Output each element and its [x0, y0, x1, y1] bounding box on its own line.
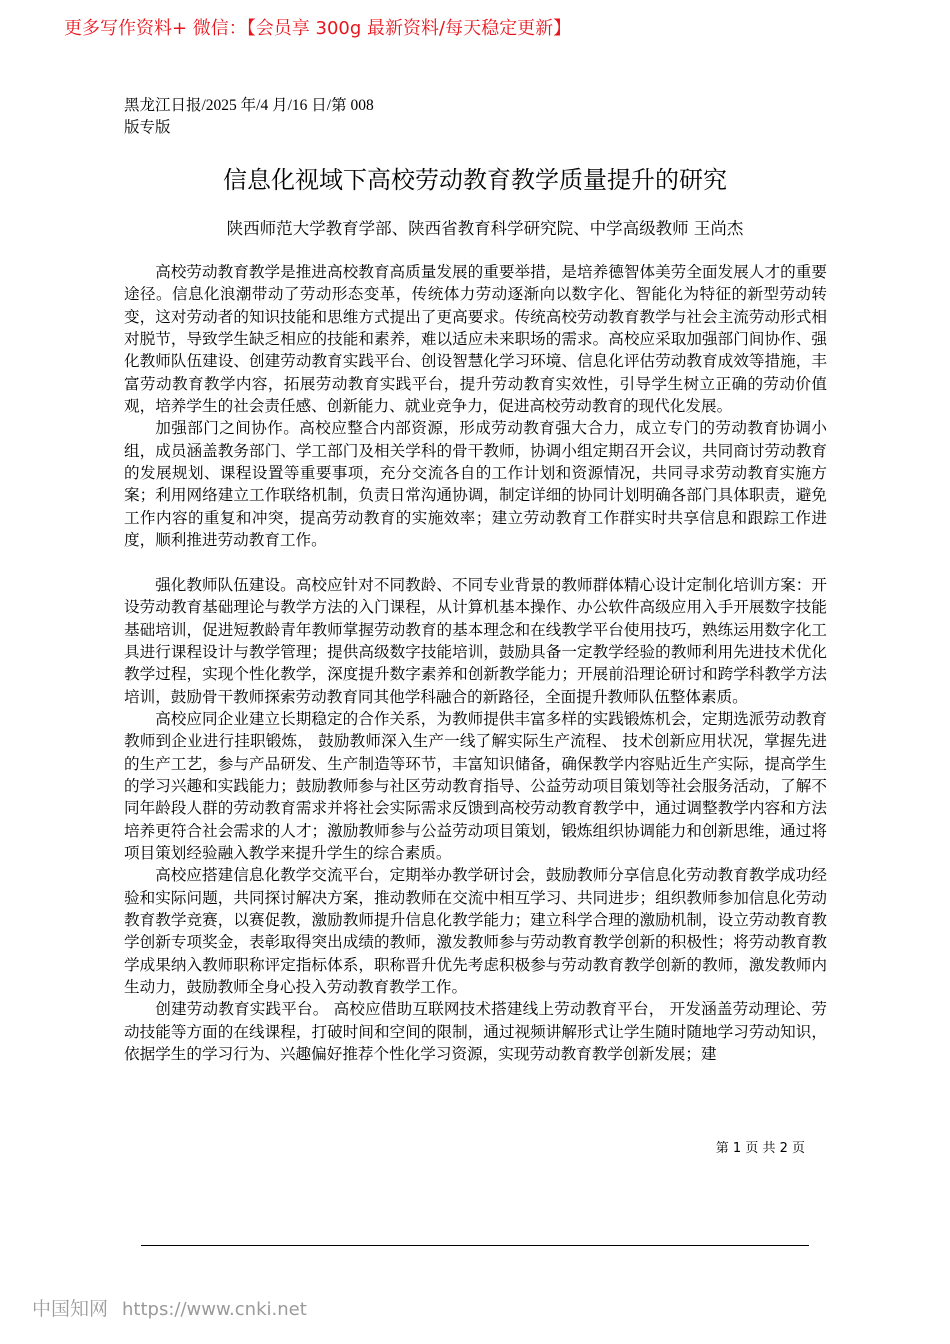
source-line-2: 版专版	[124, 119, 171, 136]
article-title: 信息化视域下高校劳动教育教学质量提升的研究	[223, 166, 727, 194]
paragraph: 加强部门之间协作。高校应整合内部资源，形成劳动教育强大合力，成立专门的劳动教育协调小组，成员涵盖教务部门、学工部门及相关学科的骨干教师，协调小组定期召开会议，共同商讨劳动教育的发展规划、课程设置等重要事项，充分交流各自的工作计划和资源情况，共同寻求劳动教育实施方案；利用网络建立工作联络机制，负责日常沟通协调，制定详细的协同计划明确各部门具体职责，避免工作内容的重复和冲突，提高劳动教育的实施效率；建立劳动教育工作群实时共享信息和跟踪工作进度，顺利推进劳动教育工作。	[124, 419, 827, 550]
promo-banner: 更多写作资料+ 微信：【会员享 300g 最新资料/每天稳定更新】	[64, 18, 572, 39]
watermark-url: https://www.cnki.net	[122, 1299, 307, 1320]
article-body	[124, 261, 827, 1065]
cnki-watermark	[32, 1294, 307, 1321]
paragraph: 高校应同企业建立长期稳定的合作关系，为教师提供丰富多样的实践锻炼机会，定期选派劳动教育教师到企业进行挂职锻炼， 鼓励教师深入生产一线了解实际生产流程、 技术创新应用状况，掌握先进的生产工艺，参与产品研发、生产制造等环节，丰富知识储备，确保教学内容贴近生产实际，提高学生的学习兴趣和实践能力；鼓励教师参与社区劳动教育指导、公益劳动项目策划等社会服务活动，了解不同年龄段人群的劳动教育需求并将社会实际需求反馈到高校劳动教育教学中，通过调整教学内容和方法培养更符合社会需求的人才；激励教师参与公益劳动项目策划，锻炼组织协调能力和创新思维，通过将项目策划经验融入教学来提升学生的综合素质。	[124, 709, 827, 862]
watermark-name: 中国知网	[32, 1298, 109, 1320]
article-author: 陕西师范大学教育学部、陕西省教育科学研究院、中学高级教师 王尚杰	[226, 219, 744, 238]
paragraph: 创建劳动教育实践平台。 高校应借助互联网技术搭建线上劳动教育平台， 开发涵盖劳动理论、劳动技能等方面的在线课程，打破时间和空间的限制，通过视频讲解形式让学生随时随地学习劳动知识，依据学生的学习行为、兴趣偏好推荐个性化学习资源，实现劳动教育教学创新发展；建	[124, 1000, 827, 1064]
source-citation	[124, 95, 374, 139]
paragraph: 高校应搭建信息化教学交流平台，定期举办教学研讨会，鼓励教师分享信息化劳动教育教学成功经验和实际问题，共同探讨解决方案，推动教师在交流中相互学习、共同进步；组织教师参加信息化劳动教育教学竞赛，以赛促教，激励教师提升信息化教学能力；建立科学合理的激励机制，设立劳动教育教学创新专项奖金，表彰取得突出成绩的教师，激发教师参与劳动教育教学创新的积极性；将劳动教育教学成果纳入教师职称评定指标体系，职称晋升优先考虑积极参与劳动教育教学创新的教师，激发教师内生动力，鼓励教师全身心投入劳动教育教学工作。	[124, 866, 827, 996]
footer-divider	[141, 1245, 809, 1246]
source-line-1: 黑龙江日报/2025 年/4 月/16 日/第 008	[124, 97, 374, 114]
page-number: 第 1 页 共 2 页	[715, 1141, 805, 1156]
paragraph: 强化教师队伍建设。高校应针对不同教龄、不同专业背景的教师群体精心设计定制化培训方案：开设劳动教育基础理论与教学方法的入门课程，从计算机基本操作、办公软件高级应用入手开展数字技能基础培训，促进短教龄青年教师掌握劳动教育的基本理念和在线教学平台使用技巧，熟练运用数字化工具进行课程设计与教学管理；提供高级数字技能培训，鼓励具备一定教学经验的教师利用先进技术优化教学过程，实现个性化教学，深度提升数字素养和创新教学能力；开展前沿理论研讨和跨学科教学方法培训，鼓励骨干教师探索劳动教育同其他学科融合的新路径，全面提升教师队伍整体素质。	[124, 575, 827, 706]
paragraph: 高校劳动教育教学是推进高校教育高质量发展的重要举措，是培养德智体美劳全面发展人才的重要途径。信息化浪潮带动了劳动形态变革，传统体力劳动逐渐向以数字化、智能化为特征的新型劳动转变，这对劳动者的知识技能和思维方式提出了更高要求。传统高校劳动教育教学与社会主流劳动形式相对脱节，导致学生缺乏相应的技能和素养，难以适应未来职场的需求。高校应采取加强部门间协作、强化教师队伍建设、创建劳动教育实践平台、创设智慧化学习环境、信息化评估劳动教育成效等措施，丰富劳动教育教学内容，拓展劳动教育实践平台，提升劳动教育实效性，引导学生树立正确的劳动价值观，培养学生的社会责任感、创新能力、就业竞争力，促进高校劳动教育的现代化发展。	[124, 263, 827, 416]
